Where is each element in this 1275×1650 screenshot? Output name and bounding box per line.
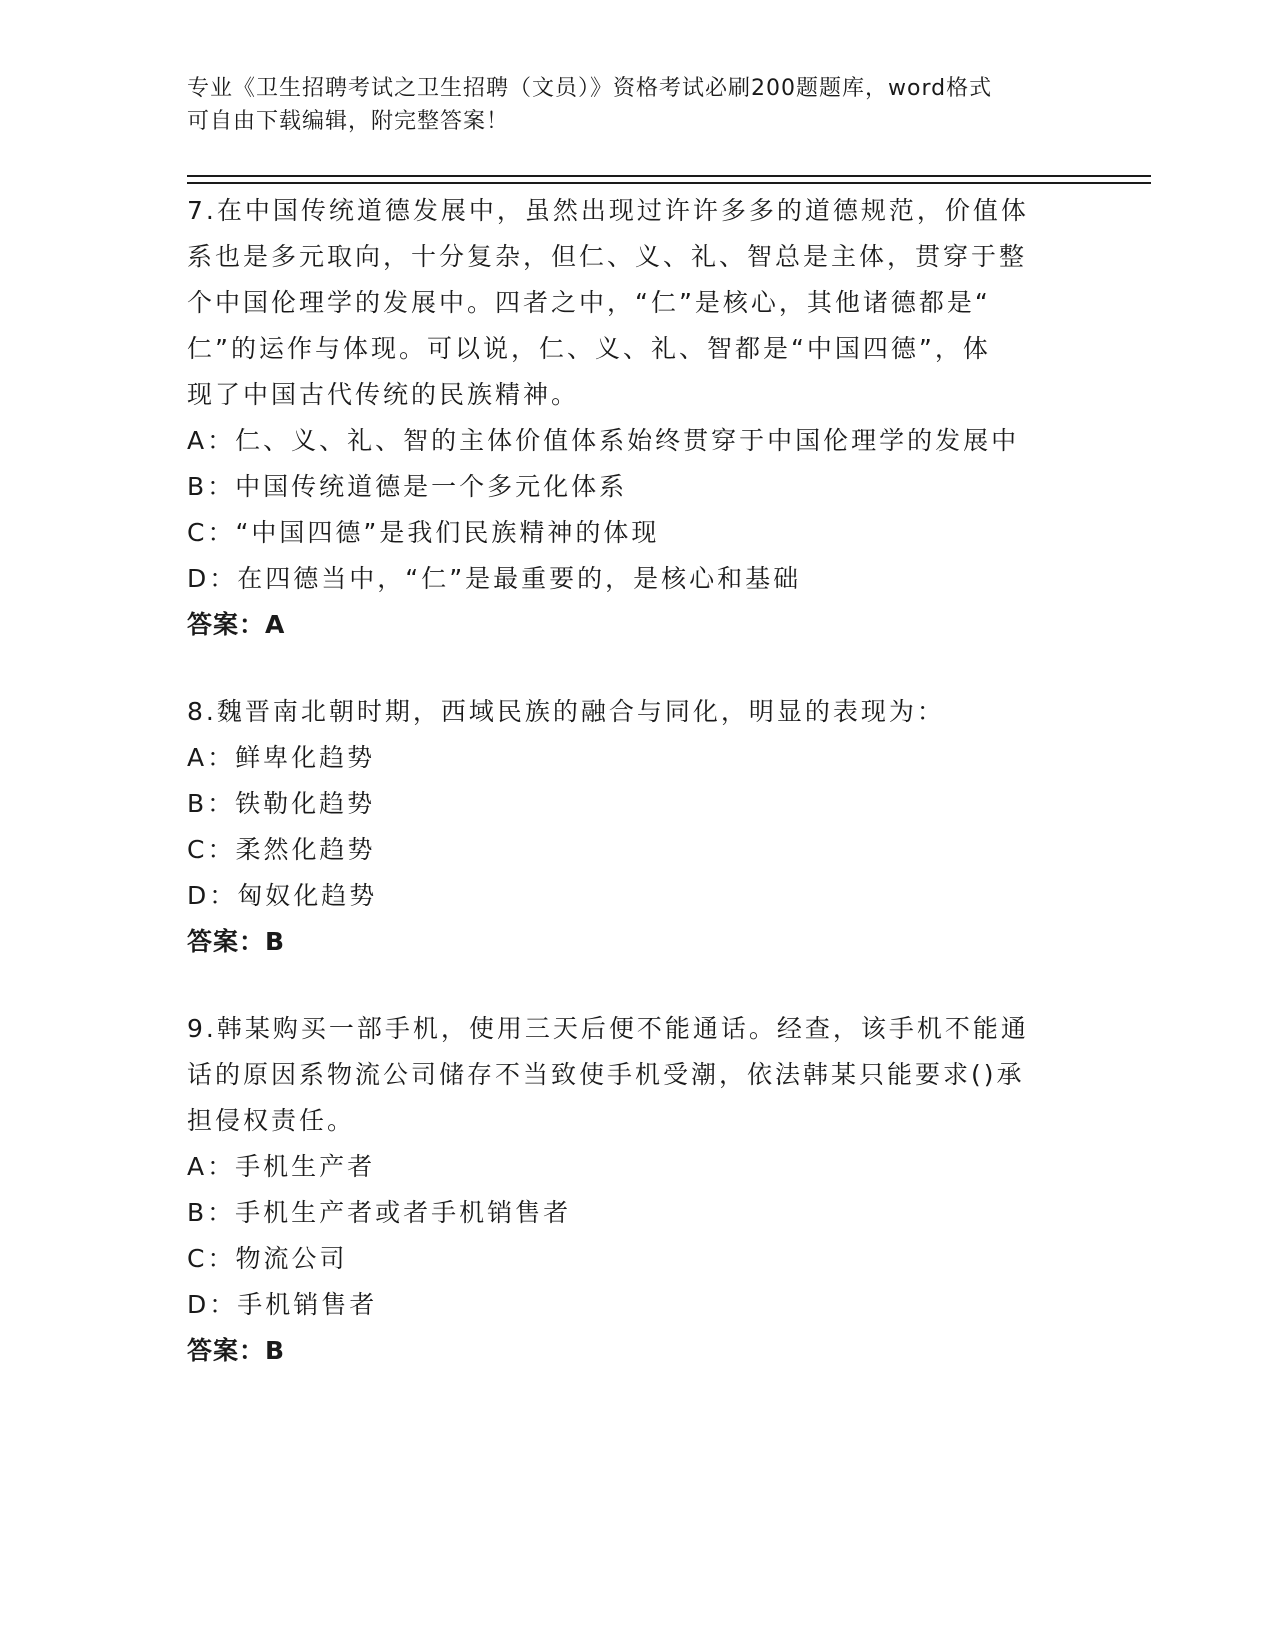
option-b: B：铁勒化趋势 bbox=[187, 789, 376, 818]
header-line-2: 可自由下载编辑，附完整答案！ bbox=[187, 109, 510, 134]
question-stem bbox=[187, 1006, 1067, 1144]
option-c: C：物流公司 bbox=[187, 1244, 348, 1273]
option-d: D：匈奴化趋势 bbox=[187, 881, 378, 910]
option-a: A：手机生产者 bbox=[187, 1152, 376, 1181]
question-9 bbox=[187, 1006, 1067, 1374]
answer-label: 答案：B bbox=[187, 927, 286, 956]
question-spacer bbox=[187, 965, 1067, 1006]
document-header bbox=[187, 72, 1067, 138]
question-8 bbox=[187, 689, 1067, 965]
answer-label: 答案：A bbox=[187, 610, 286, 639]
stem-line: 个中国伦理学的发展中。四者之中，“仁”是核心，其他诸德都是“ bbox=[187, 288, 991, 317]
option-b: B：手机生产者或者手机销售者 bbox=[187, 1198, 572, 1227]
option-d: D：在四德当中，“仁”是最重要的，是核心和基础 bbox=[187, 564, 802, 593]
option-c: C：柔然化趋势 bbox=[187, 835, 376, 864]
stem-line: 现了中国古代传统的民族精神。 bbox=[187, 380, 580, 409]
stem-line: 系也是多元取向，十分复杂，但仁、义、礼、智总是主体，贯穿于整 bbox=[187, 242, 1028, 271]
question-stem bbox=[187, 689, 1067, 735]
question-spacer bbox=[187, 648, 1067, 689]
answer-label: 答案：B bbox=[187, 1336, 286, 1365]
stem-line: 9.韩某购买一部手机，使用三天后便不能通话。经查，该手机不能通 bbox=[187, 1014, 1029, 1043]
question-stem bbox=[187, 188, 1067, 418]
option-d: D：手机销售者 bbox=[187, 1290, 378, 1319]
option-b: B：中国传统道德是一个多元化体系 bbox=[187, 472, 628, 501]
header-line-1: 专业《卫生招聘考试之卫生招聘（文员）》资格考试必刷200题题库，word格式 bbox=[187, 76, 993, 101]
option-c: C：“中国四德”是我们民族精神的体现 bbox=[187, 518, 660, 547]
option-a: A：鲜卑化趋势 bbox=[187, 743, 376, 772]
header-divider-bottom bbox=[187, 182, 1151, 184]
stem-line: 8.魏晋南北朝时期，西域民族的融合与同化，明显的表现为： bbox=[187, 697, 945, 726]
stem-line: 担侵权责任。 bbox=[187, 1106, 356, 1135]
stem-line: 话的原因系物流公司储存不当致使手机受潮，依法韩某只能要求()承 bbox=[187, 1060, 1025, 1089]
header-divider-top bbox=[187, 175, 1151, 177]
stem-line: 仁”的运作与体现。可以说，仁、义、礼、智都是“中国四德”，体 bbox=[187, 334, 991, 363]
question-list bbox=[187, 188, 1067, 1374]
question-7 bbox=[187, 188, 1067, 648]
stem-line: 7.在中国传统道德发展中，虽然出现过许许多多的道德规范，价值体 bbox=[187, 196, 1029, 225]
option-a: A：仁、义、礼、智的主体价值体系始终贯穿于中国伦理学的发展中 bbox=[187, 426, 1020, 455]
